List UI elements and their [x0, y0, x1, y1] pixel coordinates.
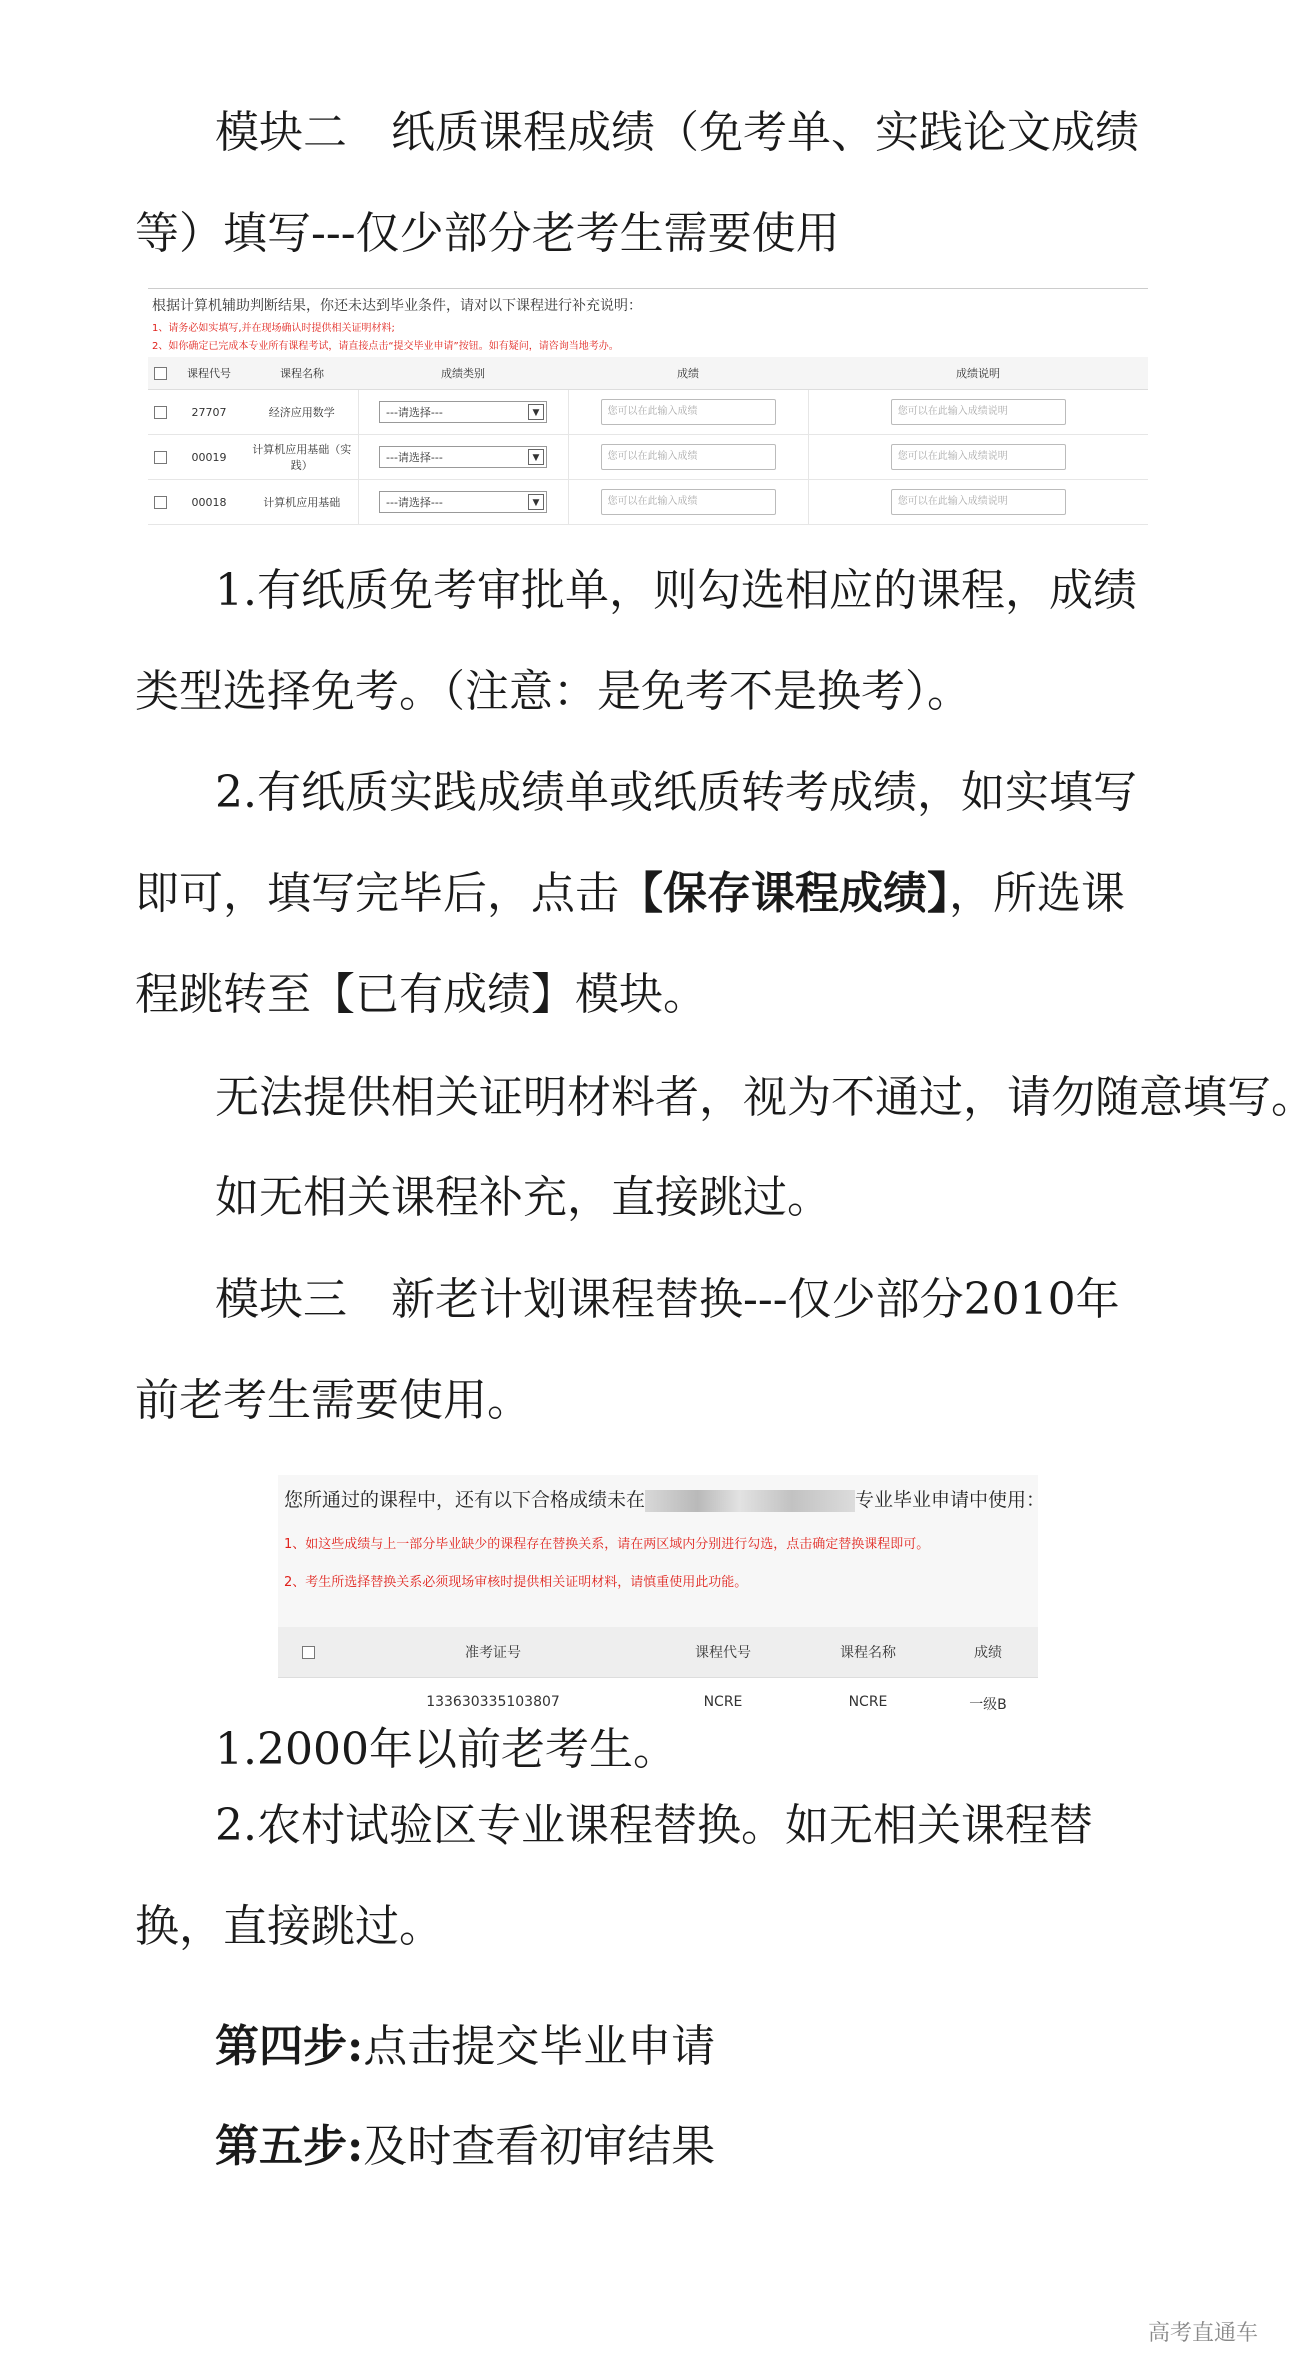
module2-step-2: [135, 742, 1147, 1045]
col-course-code: 课程代号: [648, 1627, 798, 1678]
step-2-text-post: ，所选课程跳转至【已有成绩】模块。: [135, 868, 1125, 1020]
col-score: 成绩: [938, 1627, 1038, 1678]
col-score: 成绩: [568, 357, 808, 390]
col-course-name: 课程名称: [246, 357, 358, 390]
col-exam-id: 准考证号: [338, 1627, 648, 1678]
col-score-desc: 成绩说明: [808, 357, 1148, 390]
score-type-select[interactable]: [379, 491, 547, 513]
score: 一级B: [938, 1678, 1038, 1736]
table-row: [148, 435, 1148, 480]
step-4-label: 第四步:: [215, 2021, 364, 2072]
course-name: 计算机应用基础: [246, 480, 358, 525]
replacement-intro: [284, 1485, 1045, 1512]
step-2-text-pre: 2.有纸质实践成绩单或纸质转考成绩，如实填写即可，填写完毕后，点击: [135, 767, 1137, 919]
chevron-down-icon: ▼: [528, 404, 544, 420]
replacement-note-1: 1、如这些成绩与上一部分毕业缺少的课程存在替换关系，请在两区域内分别进行勾选，点击确定替换课程即可。: [284, 1537, 930, 1552]
replacement-note-2: 2、考生所选择替换关系必须现场审核时提供相关证明材料，请慎重使用此功能。: [284, 1575, 748, 1590]
supplement-note-2: 2、如你确定已完成本专业所有课程考试，请直接点击“提交毕业申请”按钮。如有疑问，请咨询当地考办。: [152, 341, 619, 352]
score-input[interactable]: 您可以在此输入成绩: [601, 489, 776, 515]
score-type-select[interactable]: [379, 446, 547, 468]
score-type-value: ---请选择---: [386, 451, 443, 464]
score-desc-input[interactable]: 您可以在此输入成绩说明: [891, 399, 1066, 425]
col-course-code: 课程代号: [172, 357, 246, 390]
watermark: 高考直通车: [1148, 2321, 1259, 2346]
course-replacement-screenshot: [278, 1475, 1046, 1713]
blurred-major-name: [645, 1490, 855, 1512]
step-5: [215, 2117, 715, 2177]
course-name: NCRE: [798, 1678, 938, 1736]
score-desc-input[interactable]: 您可以在此输入成绩说明: [891, 444, 1066, 470]
warning-text: 无法提供相关证明材料者，视为不通过，请勿随意填写。: [215, 1072, 1315, 1123]
table-header-row: [278, 1627, 1038, 1678]
course-code: NCRE: [648, 1678, 798, 1736]
score-input[interactable]: 您可以在此输入成绩: [601, 444, 776, 470]
table-header-row: [148, 357, 1148, 390]
supplement-note-1: 1、请务必如实填写,并在现场确认时提供相关证明材料;: [152, 323, 395, 334]
score-type-value: ---请选择---: [386, 406, 443, 419]
row-checkbox[interactable]: [154, 496, 167, 509]
module2-heading: 模块二 纸质课程成绩（免考单、实践论文成绩等）填写---仅少部分老考生需要使用: [135, 107, 1139, 259]
step-4-text: 点击提交毕业申请: [363, 2021, 716, 2072]
course-name: 经济应用数学: [246, 390, 358, 435]
exam-id: 133630335103807: [338, 1678, 648, 1736]
score-type-select[interactable]: [379, 401, 547, 423]
course-name: 计算机应用基础（实践）: [246, 435, 358, 480]
module3-step-1: 1.2000年以前老考生。: [215, 1724, 677, 1775]
module3-heading: 模块三 新老计划课程替换---仅少部分2010年前老考生需要使用。: [135, 1274, 1120, 1426]
row-checkbox[interactable]: [154, 406, 167, 419]
table-row: [148, 480, 1148, 525]
table-row: [148, 390, 1148, 435]
replacement-intro-pre: 您所通过的课程中，还有以下合格成绩未在: [284, 1489, 646, 1511]
module3-step-2: 2.农村试验区专业课程替换。如无相关课程替换，直接跳过。: [135, 1800, 1093, 1952]
module2-step-1: 1.有纸质免考审批单，则勾选相应的课程，成绩类型选择免考。（注意：是免考不是换考）。: [135, 565, 1137, 717]
save-course-score-label: 【保存课程成绩】: [619, 868, 949, 919]
course-code: 27707: [172, 390, 246, 435]
score-input[interactable]: 您可以在此输入成绩: [601, 399, 776, 425]
chevron-down-icon: ▼: [528, 494, 544, 510]
course-code: 00019: [172, 435, 246, 480]
replacement-courses-table: [278, 1627, 1038, 1735]
chevron-down-icon: ▼: [528, 449, 544, 465]
step-5-label: 第五步:: [215, 2121, 364, 2172]
score-type-value: ---请选择---: [386, 496, 443, 509]
score-desc-input[interactable]: 您可以在此输入成绩说明: [891, 489, 1066, 515]
step-5-text: 及时查看初审结果: [363, 2121, 716, 2172]
skip-text: 如无相关课程补充，直接跳过。: [215, 1172, 831, 1223]
supplement-intro: 根据计算机辅助判断结果，你还未达到毕业条件，请对以下课程进行补充说明：: [152, 298, 642, 314]
replacement-intro-post: 专业毕业申请中使用：: [855, 1489, 1046, 1511]
course-code: 00018: [172, 480, 246, 525]
select-all-checkbox[interactable]: [302, 1646, 315, 1659]
col-course-name: 课程名称: [798, 1627, 938, 1678]
supplement-courses-table: [148, 357, 1148, 525]
row-checkbox[interactable]: [154, 451, 167, 464]
step-4: [215, 2017, 715, 2077]
supplement-courses-screenshot: [148, 288, 1148, 531]
select-all-checkbox[interactable]: [154, 367, 167, 380]
col-score-type: 成绩类别: [358, 357, 568, 390]
